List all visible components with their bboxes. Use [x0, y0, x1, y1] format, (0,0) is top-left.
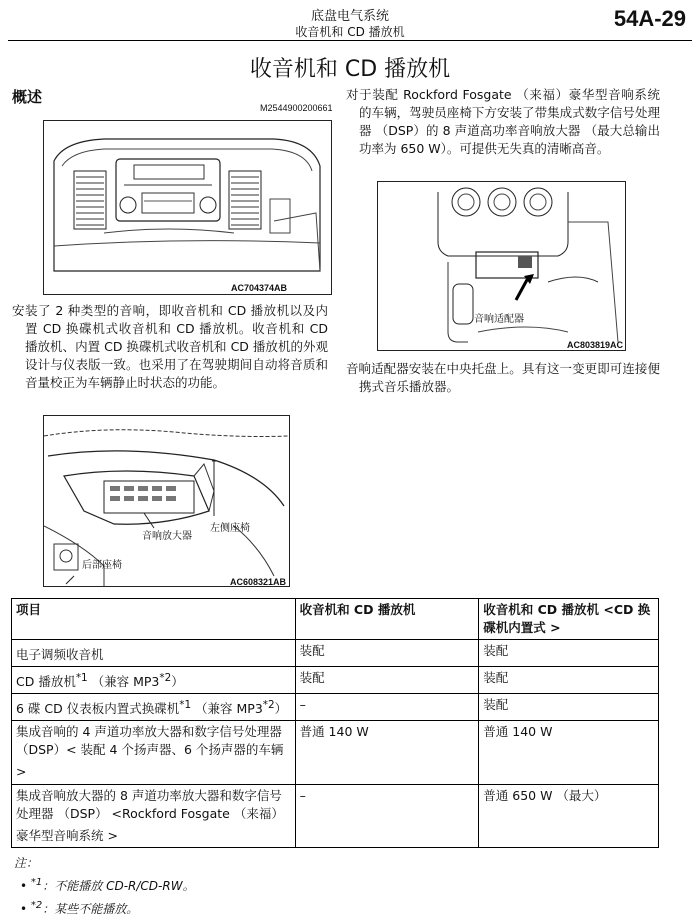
- table-row: [12, 667, 659, 694]
- radio-unit-drawing: [44, 121, 331, 294]
- figure-radio-unit: [43, 120, 332, 295]
- table-row: [12, 721, 659, 784]
- cell-item-item: 6 碟 CD 仪表板内置式换碟机: [16, 701, 180, 717]
- table-row: [12, 784, 659, 847]
- header-radio-cd: 收音机和 CD 播放机: [295, 599, 479, 640]
- cell-item-sup1: *1: [75, 672, 88, 685]
- cell-c1: 装配: [295, 640, 479, 667]
- header-section: 底盘电气系统: [310, 9, 389, 24]
- amplifier-drawing: [44, 416, 289, 586]
- cell-c1: 普通 140 W: [295, 721, 479, 784]
- cell-item-tail: ）: [274, 701, 288, 717]
- note-1-text: ：不能播放 CD-R/CD-RW。: [42, 879, 195, 893]
- overview-paragraph-1: [12, 302, 328, 392]
- notes: [14, 854, 195, 919]
- cell-item-tail: ）: [171, 674, 184, 690]
- figure-amplifier: [43, 415, 290, 587]
- spec-table: [11, 598, 659, 848]
- cell-c1: –: [295, 694, 479, 721]
- cell-item-sup2: *2: [262, 699, 275, 712]
- cell-c2: 普通 140 W: [479, 721, 659, 784]
- cell-item: [12, 721, 296, 784]
- table-body: [12, 640, 659, 848]
- figure2-id: AC608321AB: [230, 577, 287, 587]
- cell-item-item: 电子调频收音机: [16, 647, 104, 663]
- cell-c1: 装配: [295, 667, 479, 694]
- header-item: 项目: [12, 599, 296, 640]
- overview-paragraph-3: [346, 360, 660, 396]
- doc-id: M2544900200661: [260, 103, 333, 113]
- adapter-label: 音响适配器: [474, 314, 524, 325]
- cell-item-mid: （兼容 MP3: [191, 701, 263, 717]
- paragraph-2-text: 对于装配 Rockford Fosgate （来福）豪华型音响系统的车辆，驾驶员座椅下方安装了带集成式数字信号处理器 （DSP）的 8 声道高功率音响放大器 （最大总输出功率为 650 W）。可提供无失真的清晰高音。: [346, 87, 660, 156]
- cell-item-sup1: *1: [179, 699, 192, 712]
- table-row: [12, 694, 659, 721]
- cell-item-item: 集成音响的 4 声道功率放大器和数字信号处理器 （DSP）< 装配 4 个扬声器、6 个扬声器的车辆 >: [16, 724, 284, 780]
- header-subsection: 收音机和 CD 播放机: [295, 25, 405, 39]
- figure1-id: AC704374AB: [231, 283, 288, 293]
- page-number: 54A-29: [613, 6, 686, 31]
- amp-label: 音响放大器: [142, 531, 192, 542]
- page-title: 收音机和 CD 播放机: [249, 57, 451, 82]
- section-heading: 概述: [12, 88, 43, 106]
- header-rule: [8, 40, 692, 41]
- header-radio-cd-changer: 收音机和 CD 播放机 <CD 换碟机内置式 >: [479, 599, 659, 640]
- cell-item-sup2: *2: [159, 672, 172, 685]
- cell-item: [12, 667, 296, 694]
- cell-item-item: 集成音响放大器的 8 声道功率放大器和数字信号处理器 （DSP） <Rockford Fosgate （来福）豪华型音响系统 >: [16, 787, 284, 843]
- table-header-row: [12, 599, 659, 640]
- table-row: [12, 640, 659, 667]
- cell-c2: 装配: [479, 694, 659, 721]
- cell-c1: –: [295, 784, 479, 847]
- rear-seat-label: 后部座椅: [82, 560, 122, 571]
- note-2-text: ：某些不能播放。: [42, 902, 139, 916]
- cell-item: [12, 640, 296, 667]
- paragraph-3-text: 音响适配器安装在中央托盘上。具有这一变更即可连接便携式音乐播放器。: [346, 361, 660, 394]
- cell-item: [12, 694, 296, 721]
- note-1-mark: *1: [30, 877, 43, 888]
- left-seat-label: 左侧座椅: [210, 523, 250, 534]
- overview-paragraph-2: [346, 86, 660, 158]
- cell-item-item: CD 播放机: [16, 674, 76, 690]
- paragraph-1-text: 安装了 2 种类型的音响，即收音机和 CD 播放机以及内置 CD 换碟机式收音机和 CD 播放机。收音机和 CD 播放机、内置 CD 换碟机式收音机和 CD 播放机的外观设计与仪表版一致。也采用了在驾驶期间自动将音质和音量校正为车辆静止时状态的功能。: [12, 303, 328, 390]
- note-2-mark: *2: [30, 900, 43, 911]
- figure-audio-adapter: [377, 181, 626, 351]
- cell-c2: 普通 650 W （最大）: [479, 784, 659, 847]
- cell-c2: 装配: [479, 640, 659, 667]
- note-1: • $^{*1}$：不能播放 CD-R/CD-RW。: [20, 877, 195, 893]
- notes-label: 注：: [14, 856, 39, 870]
- note-2: • $^{*2}$：某些不能播放。: [20, 900, 139, 916]
- cell-item-mid: （兼容 MP3: [87, 674, 160, 690]
- cell-c2: 装配: [479, 667, 659, 694]
- cell-item: [12, 784, 296, 847]
- figure3-id: AC803819AC: [567, 340, 624, 350]
